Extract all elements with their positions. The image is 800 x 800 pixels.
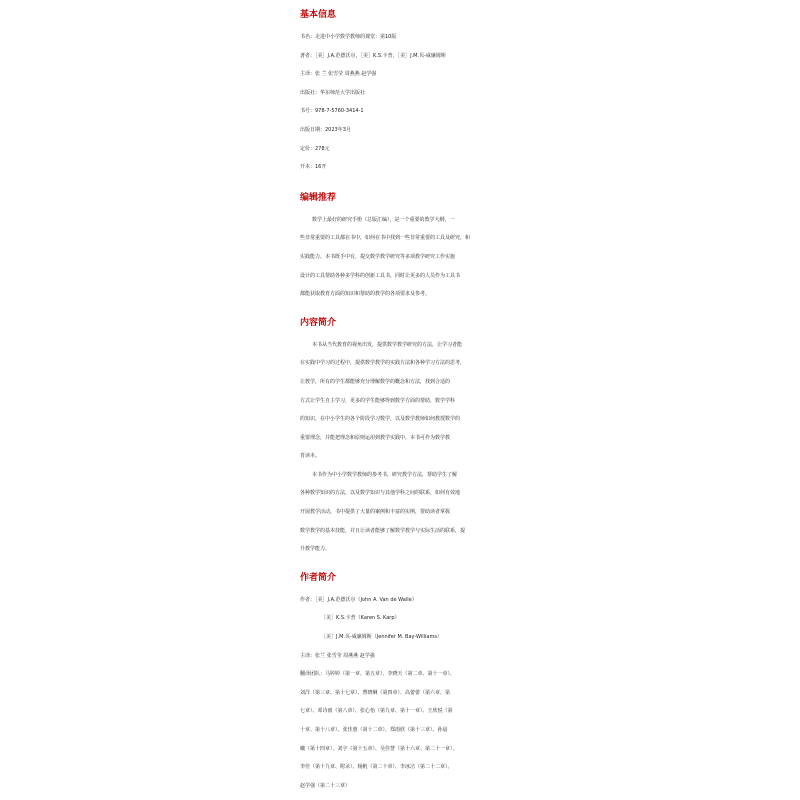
price-field: 定价：278元 [300,145,330,152]
translator-line: 翻译团队：马婷婷（第一章、第五章）、李晓天（第二章、第十一章）、 [300,671,456,678]
editor-recommendation-section [300,191,506,304]
author-line: ［美］J.M.贝-威廉姆斯（Jennifer M. Bay-Williams） [321,634,442,641]
author-intro-heading: 作者简介 [300,572,337,583]
intro-line: 方式让学生自主学习，更多的学生能够得到数学方面的帮助，数学学科 [300,397,456,404]
intro-line: 的知识，在中小学生的各个阶段学习数学，以及数学教师如何教授数学的 [300,416,461,423]
intro-line: 本书作为中小学数学教师的参考书，研究教学方法，帮助学生了解 [312,471,458,478]
intro-line: 开展教学活动，书中提供了大量的案例和丰富的实例，帮助读者掌握 [300,509,451,516]
intro-line: 升教学能力。 [300,546,331,553]
editor-line: 些非常重要的工具都在书中，如何在书中找到一些非常重要的工具及研究，和 [300,235,471,242]
content-intro-section [300,316,506,559]
basic-info-section [300,8,506,177]
basic-info-heading: 基本信息 [300,10,337,20]
editor-line: 都能获取教育方面的知识和帮助的教学的各项要求及参考。 [300,291,431,298]
publisher-field: 出版社：华东师范大学出版社 [300,89,366,96]
isbn-field: 书号：978-7-5760-3414-1 [300,108,364,115]
translator-line: 七章）、邓诗雨（第八章）、张心怡（第九章、第十一章）、王欣悦（第 [300,708,453,715]
editor-line: 实践能力。本书既手中有，提交数学教学研究等多项教学研究工作实施 [300,253,456,260]
book-title-field: 书名：走进中小学数学教师的课堂：第10版 [300,34,397,40]
translator-line: 刘洋（第三章、第十七章）、曹晓琳（第四章）、高蕾蕾（第六章、第 [300,689,451,696]
intro-line: 重要理念，并能把理念和原则运用到教学实践中。本书可作为数学教 [300,434,451,441]
intro-line: 各种数学知识的方法，以及数学知识与其他学科之间的联系，如何有效地 [300,490,461,497]
intro-line: 在实践中学习的过程中，提供数学教学的实践方法和各种学习方法的思考， [300,360,466,367]
intro-paragraph-1 [300,336,506,466]
translator-field: 主译：张 兰 张雪莹 周燕燕 赵学强 [300,71,377,78]
editor-line: 设计的工具帮助各种多学科的创新工具书，同时让更多的人员作为工具书 [300,272,461,279]
intro-line: 本书从当代教育的视角出发，提供数学教学研究的方法，让学习者能 [312,341,463,348]
author-intro-section [300,571,506,796]
format-field: 开本：16开 [300,164,327,171]
intro-line: 数学教学的基本技能，并且让读者能够了解数学教学与实际生活的联系，提 [300,527,466,534]
translator-line: 李佳（第十九章、附录）、杨帆（第二十章）、李冰洁（第二十二章）、 [300,764,453,771]
translator-line: 赵学强（第二十三章） [300,782,351,789]
author-line: ［美］K.S.卡普（Karen S. Karp） [321,615,400,622]
editor-recommendation-heading: 编辑推荐 [300,192,337,203]
publish-date-field: 出版日期：2023年3月 [300,126,351,133]
author-field: 著者：［美］J.A.范德沃尔，［美］K.S.卡普，［美］J.M.贝-威廉姆斯 [300,52,446,59]
intro-paragraph-2 [300,466,506,559]
content-column [300,8,506,795]
translator-line: 曦（第十四章）、刘宇（第十五章）、吴佳慧（第十六章、第二十一章）、 [300,745,458,752]
translator-line: 主译：张兰 张雪莹 周燕燕 赵学强 [300,652,375,659]
translator-line: 十章、第十八章）、张佳惠（第十二章）、郑雨欣（第十三章）、孙晨 [300,727,448,733]
editor-line: 数学上最好的研究手册（总版汇编），是一个重要的教学大纲，一 [312,216,455,223]
intro-line: 让教学，所有的学生都能够充分理解数学的概念和方法，找到合适的 [300,378,451,385]
content-intro-heading: 内容简介 [300,317,337,328]
author-line: 作者：［美］J.A.范德沃尔（John A. Van de Walle） [300,596,417,603]
intro-line: 育读本。 [300,453,321,460]
